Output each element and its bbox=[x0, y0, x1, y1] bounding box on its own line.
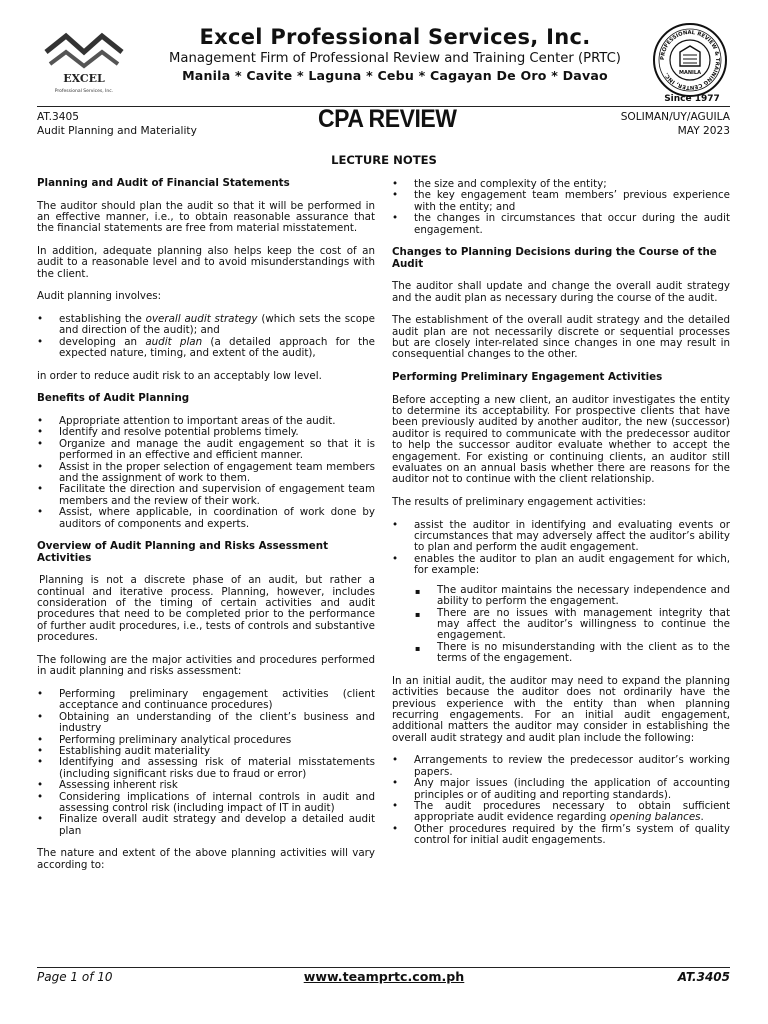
doc-code-block bbox=[37, 110, 197, 138]
paragraph: The nature and extent of the above planning activities will vary according to: bbox=[37, 847, 375, 871]
company-name: Excel Professional Services, Inc. bbox=[199, 25, 591, 49]
logo-caption: Professional Services, Inc. bbox=[54, 89, 114, 94]
seal-city: MANILA bbox=[679, 70, 701, 76]
paragraph: The auditor shall update and change the overall audit strategy and the audit plan as necessary during the course of the audit. bbox=[392, 280, 730, 304]
list-item: • Facilitate the direction and supervision of engagement team members and the review of their work. bbox=[37, 484, 375, 507]
list-item: • Any major issues (including the application of accounting principles or of auditing and reporting standards). bbox=[392, 778, 730, 801]
planning-involves-list bbox=[37, 314, 375, 360]
list-item: • Organize and manage the audit engagement so that it is performed in an effective and efficient manner. bbox=[37, 439, 375, 462]
list-item: ▪ There are no issues with management integrity that may affect the auditor’s willingness to continue the engagement. bbox=[415, 608, 730, 642]
page-number: Page 1 of 10 bbox=[37, 970, 113, 984]
heading-benefits: Benefits of Audit Planning bbox=[37, 392, 190, 405]
activities-list bbox=[37, 689, 375, 837]
list-item: ▪ There is no misunderstanding with the client as to the terms of the engagement. bbox=[415, 642, 730, 665]
cpa-review-title: CPA REVIEW bbox=[318, 105, 457, 133]
results-list bbox=[392, 520, 730, 577]
paragraph: in order to reduce audit risk to an acceptably low level. bbox=[37, 369, 322, 382]
list-item: • Other procedures required by the firm’s system of quality control for initial audit engagements. bbox=[392, 824, 730, 847]
website-link[interactable]: www.teamprtc.com.ph bbox=[303, 969, 465, 984]
paragraph: Planning is not a discrete phase of an audit, but rather a continual and iterative process. Planning, however, includes consideration of the timing of certain activities and audit procedures that need to be completed prior to the performance of further audit procedures, i.e., tests of controls and substantive procedures. bbox=[37, 574, 375, 644]
authors-block bbox=[621, 110, 730, 138]
since-label: Since 1977 bbox=[664, 94, 720, 104]
list-item: • the changes in circumstances that occur during the audit engagement. bbox=[392, 213, 730, 236]
heading-changes: Changes to Planning Decisions during the Course of the Audit bbox=[392, 246, 717, 270]
paragraph: In an initial audit, the auditor may need to expand the planning activities because the auditor does not ordinarily have the previous experience with the entity than when planning recurring engagements. For an initial audit engagement, additional matters the auditor may consider in establishing the overall audit strategy and audit plan include the following: bbox=[392, 674, 730, 744]
svg-text:PROFESSIONAL REVIEW & TRAINING bbox=[660, 30, 720, 90]
paragraph: Audit planning involves: bbox=[37, 290, 162, 303]
examples-list bbox=[415, 585, 730, 665]
company-block bbox=[140, 24, 650, 84]
list-item: • Establishing audit materiality bbox=[37, 746, 375, 757]
paragraph: The following are the major activities and procedures performed in audit planning and risks assessment: bbox=[37, 653, 375, 678]
list-item: • Appropriate attention to important areas of the audit. bbox=[37, 416, 375, 427]
paragraph: The auditor should plan the audit so that it will be performed in an effective manner, i.e., to obtain reasonable assurance that the financial statements are free from material misstatement. bbox=[37, 199, 375, 235]
paragraph: Before accepting a new client, an auditor investigates the entity to determine its acceptability. For prospective clients that have been previously audited by another auditor, the new (successor) auditor is required to communicate with the predecessor auditor to help the successor auditor evaluate whether to accept the engagement. For existing or continuing clients, an auditor still evaluates on an annual basis whether there are reasons for the auditor not to continue with the client relationship. bbox=[392, 393, 730, 486]
list-item: • the size and complexity of the entity; bbox=[392, 179, 730, 190]
list-item: • the key engagement team members’ previous experience with the entity; and bbox=[392, 190, 730, 213]
list-item: • Identifying and assessing risk of material misstatements (including significant risks due to fraud or error) bbox=[37, 757, 375, 780]
list-item: • Assist, where applicable, in coordination of work done by auditors of components and experts. bbox=[37, 507, 375, 530]
logo-text: EXCEL bbox=[63, 72, 105, 85]
company-subtitle: Management Firm of Professional Review and Training Center (PRTC) bbox=[169, 51, 621, 66]
doc-code: AT.3405 bbox=[37, 111, 79, 123]
excel-logo bbox=[38, 30, 130, 100]
company-branches: Manila * Cavite * Laguna * Cebu * Cagayan De Oro * Davao bbox=[182, 68, 608, 83]
list-item: • enables the auditor to plan an audit engagement for which, for example: bbox=[392, 554, 730, 577]
footer-divider bbox=[37, 967, 730, 968]
paragraph: The establishment of the overall audit strategy and the detailed audit plan are not necessarily discrete or sequential processes but are closely inter-related since changes in one may result in consequential changes to the other. bbox=[392, 314, 730, 361]
list-item: • Obtaining an understanding of the client’s business and industry bbox=[37, 712, 375, 735]
paragraph: In addition, adequate planning also helps keep the cost of an audit to a reasonable level and to avoid misunderstandings with the client. bbox=[37, 245, 375, 280]
left-column bbox=[37, 178, 375, 882]
doc-topic: Audit Planning and Materiality bbox=[37, 125, 197, 137]
list-item: • Assessing inherent risk bbox=[37, 780, 375, 791]
list-item: • assist the auditor in identifying and evaluating events or circumstances that may adversely affect the auditor’s ability to plan and perform the audit engagement. bbox=[392, 520, 730, 554]
seal-ring-text: PROFESSIONAL REVIEW & TRAINING CENTER, INC. bbox=[659, 29, 721, 91]
initial-audit-list bbox=[392, 755, 730, 846]
list-item: • Considering implications of internal controls in audit and assessing control risk (including impact of IT in audit) bbox=[37, 792, 375, 815]
heading-preliminary: Performing Preliminary Engagement Activities bbox=[392, 371, 663, 384]
section-title: LECTURE NOTES bbox=[331, 153, 437, 167]
right-column bbox=[392, 179, 730, 858]
heading-planning-audit: Planning and Audit of Financial Statements bbox=[37, 177, 290, 189]
doc-date: MAY 2023 bbox=[677, 125, 730, 137]
list-item: • Finalize overall audit strategy and develop a detailed audit plan bbox=[37, 814, 375, 837]
list-item: • Performing preliminary analytical procedures bbox=[37, 735, 375, 746]
list-item: • The audit procedures necessary to obtain sufficient appropriate audit evidence regarding opening balances. bbox=[392, 801, 730, 824]
list-item: • establishing the overall audit strategy (which sets the scope and direction of the audit); and bbox=[37, 314, 375, 337]
benefits-list bbox=[37, 416, 375, 530]
footer-code: AT.3405 bbox=[677, 970, 730, 984]
authors: SOLIMAN/UY/AGUILA bbox=[620, 111, 730, 123]
heading-overview: Overview of Audit Planning and Risks Assessment Activities bbox=[37, 540, 329, 564]
list-item: ▪ The auditor maintains the necessary independence and ability to perform the engagement. bbox=[415, 585, 730, 608]
list-item: • developing an audit plan (a detailed approach for the expected nature, timing, and extent of the audit), bbox=[37, 337, 375, 360]
paragraph: The results of preliminary engagement activities: bbox=[392, 496, 646, 509]
list-item: • Arrangements to review the predecessor auditor’s working papers. bbox=[392, 755, 730, 778]
list-item: • Identify and resolve potential problems timely. bbox=[37, 427, 375, 438]
vary-list bbox=[392, 179, 730, 236]
prtc-seal bbox=[652, 22, 728, 98]
list-item: • Performing preliminary engagement activities (client acceptance and continuance procedures) bbox=[37, 689, 375, 712]
list-item: • Assist in the proper selection of engagement team members and the assignment of work to them. bbox=[37, 462, 375, 485]
